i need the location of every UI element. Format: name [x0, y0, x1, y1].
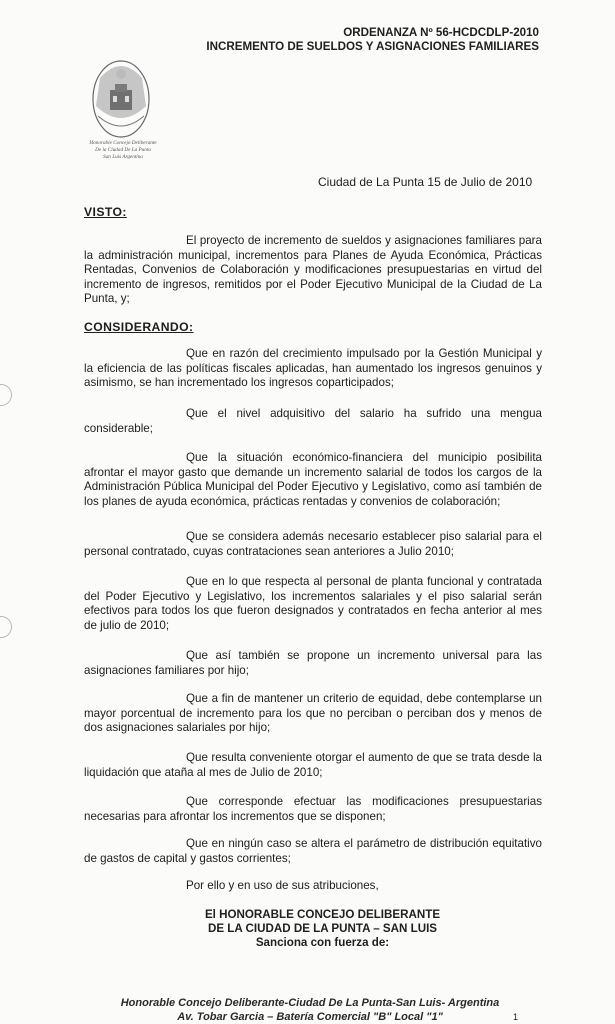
- ordinance-number: ORDENANZA Nº 56-HCDCDLP-2010: [343, 26, 539, 39]
- paragraph-text: Que corresponde efectuar las modificaciones presupuestarias necesarias para afrontar los incrementos que se disponen;: [84, 795, 542, 823]
- footer-line: Honorable Concejo Deliberante-Ciudad De La Punta-San Luis- Argentina: [120, 997, 500, 1009]
- visto-paragraph: [84, 234, 542, 307]
- logo-caption-line: De la Ciudad De La Punta: [95, 147, 151, 153]
- logo-caption: [78, 140, 168, 161]
- paragraph-text: Que se considera además necesario establecer piso salarial para el personal contratado, cuyas contrataciones sean anteriores a Julio 2010;: [84, 530, 542, 558]
- punch-hole-mark: [0, 384, 12, 406]
- paragraph-text: Que resulta conveniente otorgar el aumento de que se trata desde la liquidación que ataña al mes de Julio de 2010;: [84, 751, 542, 779]
- considerando-paragraph: [84, 530, 542, 559]
- document-date: Ciudad de La Punta 15 de Julio de 2010: [318, 175, 533, 189]
- paragraph-text: Que en ningún caso se altera el parámetro de distribución equitativo de gastos de capital y gastos corrientes;: [84, 837, 542, 865]
- considerando-paragraph: [84, 795, 542, 824]
- logo-caption-line: Honorable Concejo Deliberante: [89, 140, 157, 146]
- paragraph-text: Que en lo que respecta al personal de planta funcional y contratada del Poder Ejecutivo y Legislativo, los incrementos salariales y el piso salarial serán efectivos para todos los que fueron designados y contratados en fecha anterior al mes de julio de 2010;: [84, 575, 542, 632]
- considerando-paragraph: [84, 451, 542, 509]
- issuing-body: [140, 908, 505, 950]
- footer-address: [60, 996, 560, 1024]
- considerando-heading: CONSIDERANDO:: [84, 320, 194, 334]
- considerando-paragraph: [84, 649, 542, 678]
- considerando-paragraph: [84, 692, 542, 736]
- paragraph-text: Que en razón del crecimiento impulsado por la Gestión Municipal y la eficiencia de las políticas fiscales aplicadas, han aumentado los ingresos genuinos y asimismo, se han incrementado los ingresos coparticipados;: [84, 347, 542, 389]
- visto-heading: VISTO:: [84, 205, 127, 219]
- document-title: INCREMENTO DE SUELDOS Y ASIGNACIONES FAMILIARES: [206, 40, 539, 53]
- council-seal-logo: [90, 58, 152, 140]
- issuing-body-line: El HONORABLE CONCEJO DELIBERANTE: [204, 908, 441, 921]
- considerando-paragraph: [84, 407, 542, 436]
- paragraph-text: Que el nivel adquisitivo del salario ha sufrido una mengua considerable;: [84, 407, 542, 435]
- visto-text: El proyecto de incremento de sueldos y asignaciones familiares para la administración municipal, incrementos para Planes de Ayuda Económica, Prácticas Rentadas, Convenios de Colaboración y modificaciones presupuestarias en virtud del incremento de ingresos, remitidos por el Poder Ejecutivo Municipal de la Ciudad de La Punta, y;: [84, 234, 542, 305]
- considerando-paragraph: [84, 837, 542, 866]
- closing-phrase: Por ello y en uso de sus atribuciones,: [186, 879, 379, 892]
- paragraph-text: Que la situación económico-financiera del municipio posibilita afrontar el mayor gasto que demande un incremento salarial de todos los cargos de la Administración Pública Municipal del Poder Ejecutivo y Legislativo, como así también de los planes de ayuda económica, prácticas rentadas y convenios de colaboración;: [84, 451, 542, 508]
- considerando-paragraph: [84, 575, 542, 633]
- paragraph-text: Que a fin de mantener un criterio de equidad, debe contemplarse un mayor porcentual de incremento para los que no perciban o perciban dos y menos de dos asignaciones salariales por hijo;: [84, 692, 542, 734]
- paragraph-text: Que así también se propone un incremento universal para las asignaciones familiares por hijo;: [84, 649, 542, 677]
- considerando-paragraph: [84, 347, 542, 391]
- punch-hole-mark: [0, 616, 12, 638]
- issuing-body-line: DE LA CIUDAD DE LA PUNTA – SAN LUIS: [207, 922, 438, 935]
- logo-caption-line: San Luis Argentina: [103, 154, 143, 160]
- page-number: 1: [513, 1012, 519, 1022]
- enactment-line: Sanciona con fuerza de:: [255, 936, 390, 949]
- considerando-paragraph: [84, 751, 542, 780]
- footer-line: Av. Tobar Garcia – Batería Comercial "B" Local "1": [177, 1011, 443, 1023]
